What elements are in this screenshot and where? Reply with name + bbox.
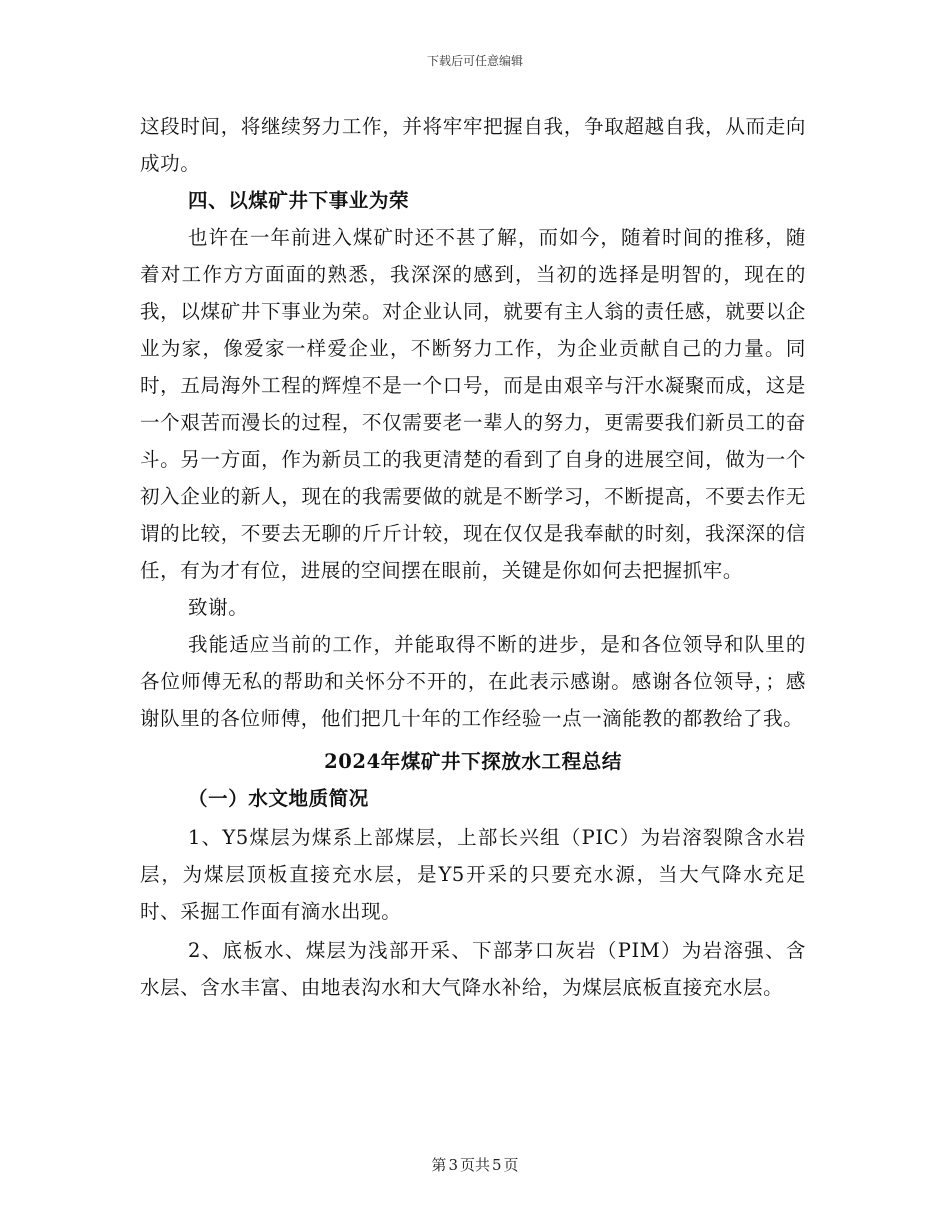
- document-title-2024: 2024年煤矿井下探放水工程总结: [324, 750, 622, 773]
- section-heading-four: 四、以煤矿井下事业为荣: [188, 189, 410, 212]
- paragraph-item-2: 2、底板水、煤层为浅部开采、下部茅口灰岩（PIM）为岩溶强、含水层、含水丰富、由地表沟水和大气降水补给，为煤层底板直接充水层。: [140, 939, 806, 999]
- footer-suffix: 页: [503, 1156, 519, 1174]
- paragraph-thanks: 我能适应当前的工作，并能取得不断的进步，是和各位领导和队里的各位师傅无私的帮助和关怀分不开的，在此表示感谢。感谢各位领导，；感谢队里的各位师傅，他们把几十年的工作经验一点一滴能教的都教给了我。: [140, 633, 806, 730]
- footer-mid: 页共: [459, 1156, 490, 1174]
- document-body: [140, 108, 806, 1006]
- subsection-heading-hydrogeology: （一）水文地质简况: [188, 787, 369, 810]
- paragraph-item-1: 1、Y5煤层为煤系上部煤层，上部长兴组（PIC）为岩溶裂隙含水岩层，为煤层顶板直接充水层，是Y5开采的只要充水源，当大气降水充足时、采掘工作面有滴水出现。: [140, 826, 806, 923]
- page-footer: [0, 1154, 950, 1175]
- footer-page-total: 5: [492, 1156, 502, 1174]
- paragraph-continuation: 这段时间，将继续努力工作，并将牢牢把握自我，争取超越自我，从而走向成功。: [140, 115, 806, 175]
- paragraph-thanks-heading: 致谢。: [188, 596, 249, 619]
- header-note: 下载后可任意编辑: [426, 54, 523, 68]
- footer-page-current: 3: [448, 1156, 458, 1174]
- paragraph-pride: 也许在一年前进入煤矿时还不甚了解，而如今，随着时间的推移，随着对工作方方面面的熟悉，我深深的感到，当初的选择是明智的，现在的我，以煤矿井下事业为荣。对企业认同，就要有主人翁的责任感，就要以企业为家，像爱家一样爱企业，不断努力工作，为企业贡献自己的力量。同时，五局海外工程的辉煌不是一个口号，而是由艰辛与汗水凝聚而成，这是一个艰苦而漫长的过程，不仅需要老一辈人的努力，更需要我们新员工的奋斗。另一方面，作为新员工的我更清楚的看到了自身的进展空间，做为一个初入企业的新人，现在的我需要做的就是不断学习，不断提高，不要去作无谓的比较，不要去无聊的斤斤计较，现在仅仅是我奉献的时刻，我深深的信任，有为才有位，进展的空间摆在眼前，关键是你如何去把握抓牢。: [140, 226, 806, 582]
- footer-prefix: 第: [431, 1156, 447, 1174]
